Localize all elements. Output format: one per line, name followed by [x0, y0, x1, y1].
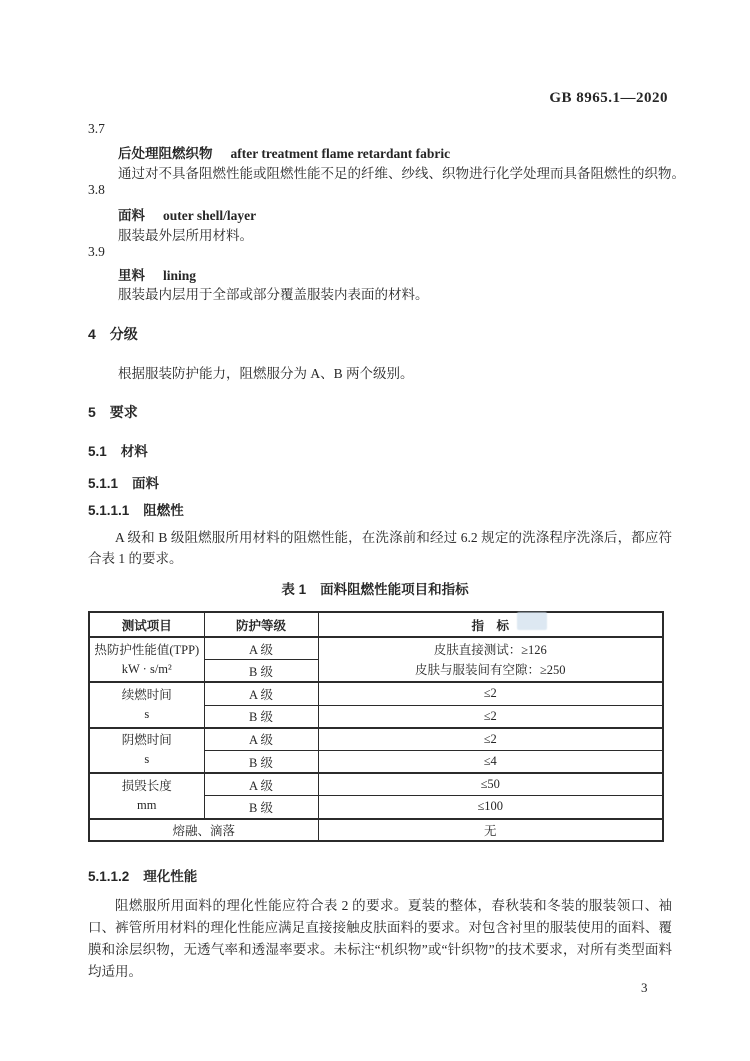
- term-en: lining: [163, 268, 197, 283]
- heading-number: 4: [88, 326, 96, 342]
- heading-title: 理化性能: [143, 869, 198, 884]
- heading-number: 5.1.1: [88, 476, 119, 491]
- flame-retardancy-table: [88, 611, 664, 842]
- cell-grade: A 级: [204, 773, 318, 796]
- table-row-afterflame-a: [89, 682, 663, 705]
- col-header-test-item: 测试项目: [89, 612, 204, 637]
- section-heading-5: [88, 402, 138, 422]
- cell-grade: B 级: [204, 796, 318, 819]
- item-name: 阴燃时间: [121, 733, 172, 748]
- cell-tpp-indicator: [318, 637, 663, 682]
- cell-afterflame-item: [89, 682, 204, 727]
- table-1-caption: [88, 578, 662, 598]
- col-header-protection-grade: 防护等级: [204, 612, 318, 637]
- item-name: 热防护性能值(TPP): [94, 642, 200, 657]
- table-header-row: [89, 612, 663, 637]
- heading-title: 阻燃性: [143, 503, 184, 518]
- section-4-paragraph: 根据服装防护能力，阻燃服分为 A、B 两个级别。: [118, 366, 414, 381]
- term-heading-3-9: [118, 264, 196, 284]
- clause-number-3-9: 3.9: [88, 244, 105, 259]
- term-definition-3-8: 服装最外层所用材料。: [118, 228, 253, 243]
- section-5-1-1-2-paragraph: 阻燃服所用面料的理化性能应符合表 2 的要求。夏装的整体，春秋装和冬装的服装领口、袖口、裤管所用材料的理化性能应满足直接接触皮肤面料的要求。对包含衬里的服装使用的面料、覆膜和涂层织物，无透气率和透湿率要求。未标注“机织物”或“针织物”的技术要求，对所有类型面料均适用。: [88, 898, 672, 979]
- cell-grade: A 级: [204, 728, 318, 751]
- cell-afterglow-item: [89, 728, 204, 773]
- table-caption-text: 面料阻燃性能项目和指标: [320, 582, 469, 597]
- heading-number: 5: [88, 404, 96, 420]
- cell-melt-drip-label: 熔融、滴落: [89, 819, 318, 842]
- cell-value: ≤2: [318, 728, 663, 751]
- heading-title: 分级: [109, 326, 138, 342]
- item-unit: s: [144, 707, 150, 722]
- item-name: 续燃时间: [121, 688, 172, 703]
- heading-number: 5.1.1.1: [88, 503, 130, 518]
- item-unit: mm: [137, 797, 157, 812]
- cell-grade: B 级: [204, 705, 318, 728]
- heading-title: 材料: [120, 444, 148, 459]
- section-heading-5-1: [88, 440, 148, 460]
- cell-value: ≤4: [318, 750, 663, 773]
- term-heading-3-8: [118, 204, 256, 224]
- clause-number-3-7: 3.7: [88, 121, 105, 136]
- heading-title: 面料: [132, 476, 160, 491]
- item-unit: s: [144, 752, 150, 767]
- heading-number: 5.1: [88, 444, 107, 459]
- section-heading-5-1-1: [88, 472, 159, 492]
- cell-grade: B 级: [204, 750, 318, 773]
- cell-value: ≤100: [318, 796, 663, 819]
- cell-value: ≤2: [318, 682, 663, 705]
- watermark-stamp: [517, 612, 547, 630]
- section-heading-5-1-1-1: [88, 499, 184, 519]
- term-heading-3-7: [118, 142, 450, 162]
- table-row-damaged-length-a: [89, 773, 663, 796]
- heading-number: 5.1.1.2: [88, 869, 130, 884]
- term-en: after treatment flame retardant fabric: [230, 146, 451, 161]
- doc-code: GB 8965.1—2020: [549, 90, 668, 106]
- term-definition-3-7: 通过对不具备阻燃性能或阻燃性能不足的纤维、纱线、织物进行化学处理而具备阻燃性的织物。: [118, 166, 685, 181]
- col-header-indicator: 指 标: [318, 612, 663, 637]
- item-unit: kW · s/m²: [121, 661, 172, 676]
- indicator-line: 皮肤与服装间有空隙：≥250: [414, 662, 566, 677]
- cell-melt-drip-value: 无: [318, 819, 663, 842]
- term-zh: 里料: [118, 268, 145, 283]
- heading-title: 要求: [109, 404, 138, 420]
- page-number: 3: [641, 980, 648, 995]
- table-row-melt-drip: [89, 819, 663, 842]
- table-1: [88, 611, 664, 842]
- cell-value: ≤2: [318, 705, 663, 728]
- cell-grade: B 级: [204, 660, 318, 683]
- cell-damaged-length-item: [89, 773, 204, 818]
- cell-value: ≤50: [318, 773, 663, 796]
- section-5-1-1-1-paragraph: A 级和 B 级阻燃服所用材料的阻燃性能，在洗涤前和经过 6.2 规定的洗涤程序洗涤后，都应符合表 1 的要求。: [88, 530, 672, 566]
- clause-number-3-8: 3.8: [88, 182, 105, 197]
- item-name: 损毁长度: [121, 778, 172, 793]
- term-zh: 后处理阻燃织物: [118, 146, 213, 161]
- section-heading-4: [88, 324, 138, 344]
- cell-tpp-item: [89, 637, 204, 682]
- term-zh: 面料: [118, 208, 145, 223]
- cell-grade: A 级: [204, 682, 318, 705]
- table-row-tpp-a: [89, 637, 663, 660]
- cell-grade: A 级: [204, 637, 318, 660]
- table-row-afterglow-a: [89, 728, 663, 751]
- table-caption-label: 表 1: [281, 582, 307, 597]
- section-heading-5-1-1-2: [88, 865, 197, 885]
- indicator-line: 皮肤直接测试：≥126: [433, 642, 547, 657]
- term-definition-3-9: 服装最内层用于全部或部分覆盖服装内表面的材料。: [118, 287, 429, 302]
- term-en: outer shell/layer: [163, 208, 257, 223]
